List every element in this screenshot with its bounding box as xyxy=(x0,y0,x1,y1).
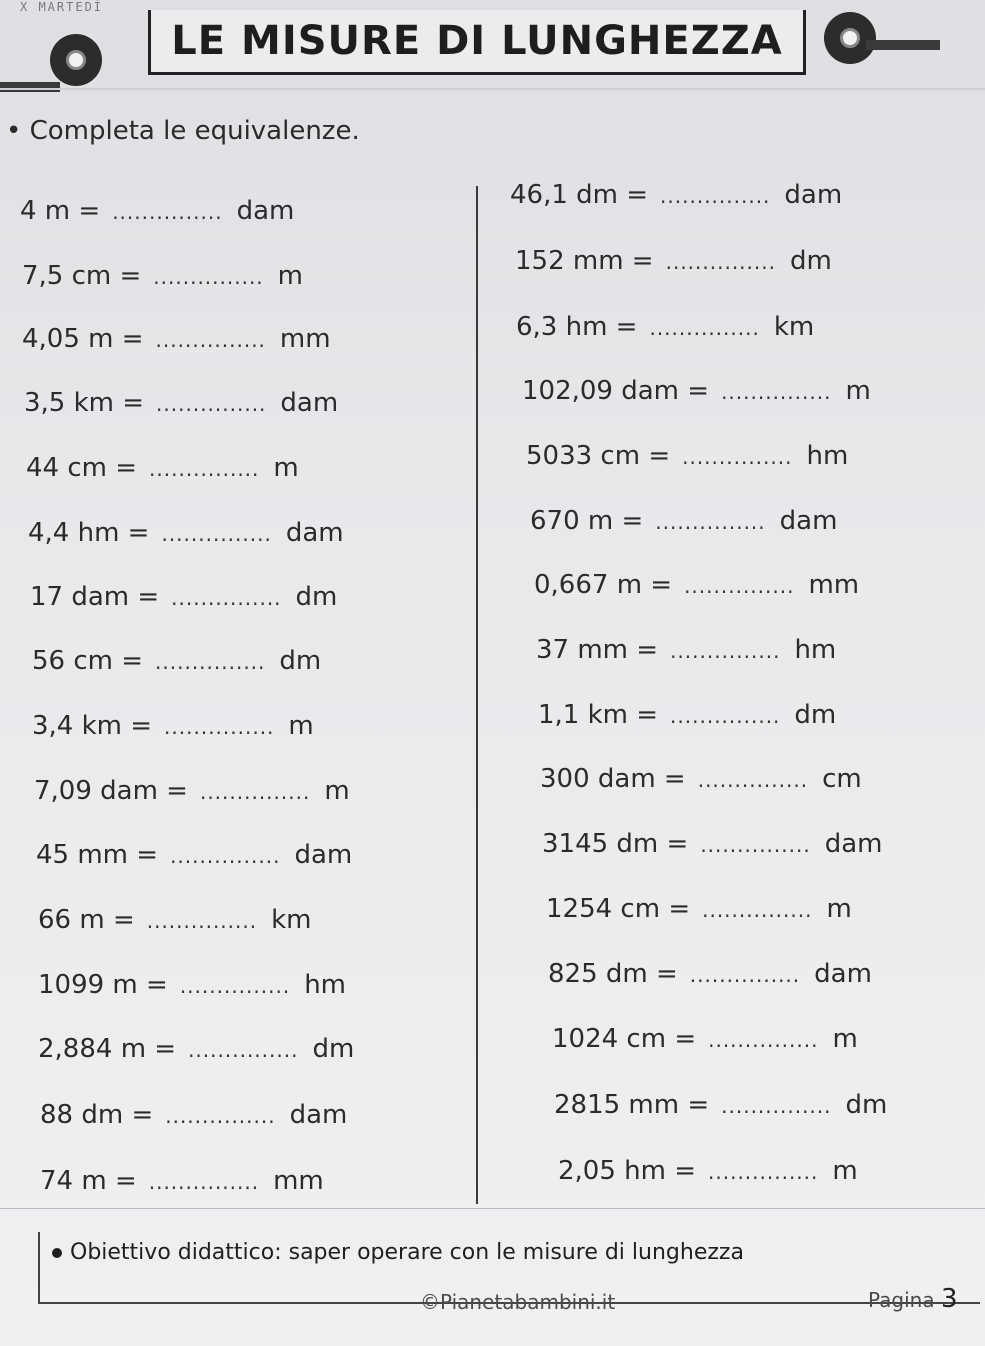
equivalence-expression: 56 cm = xyxy=(32,646,144,676)
target-unit: dm xyxy=(312,1034,355,1064)
equivalence-row xyxy=(546,894,852,924)
answer-blank[interactable]: ............... xyxy=(155,328,266,352)
answer-blank[interactable]: ............... xyxy=(700,833,811,857)
equivalence-expression: 2815 mm = xyxy=(554,1090,710,1120)
equivalence-expression: 7,09 dam = xyxy=(34,776,188,806)
equivalence-row xyxy=(26,453,299,483)
answer-blank[interactable]: ............... xyxy=(721,380,832,404)
equivalence-row xyxy=(536,635,836,665)
target-unit: dam xyxy=(784,180,843,210)
equivalence-expression: 300 dam = xyxy=(540,764,686,794)
answer-blank[interactable]: ............... xyxy=(170,844,281,868)
target-unit: dm xyxy=(845,1090,888,1120)
equivalence-row xyxy=(38,1034,354,1064)
content-bottom-rule xyxy=(0,1208,985,1209)
equivalence-expression: 2,884 m = xyxy=(38,1034,177,1064)
target-unit: m xyxy=(324,776,350,806)
page-label: Pagina xyxy=(868,1288,935,1312)
answer-blank[interactable]: ............... xyxy=(164,715,275,739)
equivalence-expression: 670 m = xyxy=(530,506,644,536)
target-unit: dam xyxy=(824,829,883,859)
target-unit: km xyxy=(271,905,312,935)
equivalence-expression: 5033 cm = xyxy=(526,441,671,471)
answer-blank[interactable]: ............... xyxy=(708,1028,819,1052)
equivalence-row xyxy=(24,388,338,418)
equivalence-row xyxy=(522,376,871,406)
equivalence-expression: 37 mm = xyxy=(536,635,659,665)
answer-blank[interactable]: ............... xyxy=(702,898,813,922)
target-unit: dam xyxy=(814,959,872,989)
target-unit: hm xyxy=(794,635,837,665)
page-number-value: 3 xyxy=(940,1284,958,1314)
target-unit: mm xyxy=(273,1166,324,1196)
equivalence-row xyxy=(534,570,859,600)
equivalence-expression: 44 cm = xyxy=(26,453,138,483)
answer-blank[interactable]: ............... xyxy=(689,963,801,987)
equivalence-row xyxy=(38,970,346,1000)
target-unit: mm xyxy=(808,570,860,600)
equivalence-row xyxy=(530,506,837,536)
equivalence-row xyxy=(22,324,331,354)
equivalence-expression: 102,09 dam = xyxy=(522,376,710,406)
answer-blank[interactable]: ............... xyxy=(660,184,771,208)
target-unit: m xyxy=(832,1156,858,1186)
answer-blank[interactable]: ............... xyxy=(682,445,793,469)
equivalence-row xyxy=(554,1090,887,1120)
target-unit: m xyxy=(832,1024,858,1054)
equivalence-expression: 1,1 km = xyxy=(538,700,659,730)
answer-blank[interactable]: ............... xyxy=(149,457,260,481)
equivalence-expression: 4,05 m = xyxy=(22,324,144,354)
answer-blank[interactable]: ............... xyxy=(153,265,264,289)
target-unit: m xyxy=(826,894,852,924)
equivalence-row xyxy=(40,1100,347,1130)
answer-blank[interactable]: ............... xyxy=(697,768,809,792)
answer-blank[interactable]: ............... xyxy=(179,974,291,998)
equivalence-row xyxy=(540,764,862,794)
target-unit: hm xyxy=(806,441,849,471)
page-title: LE MISURE DI LUNGHEZZA xyxy=(171,18,783,64)
objective-text: Obiettivo didattico: saper operare con le misure di lunghezza xyxy=(70,1240,744,1265)
equivalence-row xyxy=(36,840,352,870)
title-box xyxy=(148,10,806,75)
column-divider xyxy=(476,186,478,1204)
answer-blank[interactable]: ............... xyxy=(148,1170,260,1194)
target-unit: dam xyxy=(294,840,353,870)
target-unit: cm xyxy=(822,764,862,794)
equivalence-row xyxy=(34,776,350,806)
equivalence-expression: 4,4 hm = xyxy=(28,518,150,548)
target-unit: m xyxy=(277,261,303,291)
equivalence-row xyxy=(542,829,882,859)
tape-measure-icon-left xyxy=(50,34,102,86)
equivalence-expression: 6,3 hm = xyxy=(516,312,638,342)
answer-blank[interactable]: ............... xyxy=(146,909,258,933)
equivalence-row xyxy=(32,711,314,741)
answer-blank[interactable]: ............... xyxy=(649,316,760,340)
target-unit: km xyxy=(773,312,815,342)
equivalence-expression: 1099 m = xyxy=(38,970,168,1000)
equivalence-row xyxy=(538,700,836,730)
answer-blank[interactable]: ............... xyxy=(655,510,766,534)
target-unit: m xyxy=(288,711,314,741)
equivalence-row xyxy=(516,312,814,342)
target-unit: mm xyxy=(279,324,331,354)
equivalence-expression: 3,5 km = xyxy=(24,388,145,418)
equivalence-expression: 74 m = xyxy=(40,1166,137,1196)
equivalence-expression: 66 m = xyxy=(38,905,135,935)
equivalence-row xyxy=(22,261,303,291)
answer-blank[interactable]: ............... xyxy=(188,1038,299,1062)
answer-blank[interactable]: ............... xyxy=(112,200,223,224)
target-unit: dam xyxy=(285,518,344,548)
header-rule xyxy=(0,88,985,90)
target-unit: dm xyxy=(789,246,832,276)
equivalence-expression: 152 mm = xyxy=(515,246,654,276)
answer-blank[interactable]: ............... xyxy=(171,586,282,610)
equivalence-expression: 88 dm = xyxy=(40,1100,154,1130)
site-credit: ©Pianetabambini.it xyxy=(420,1290,616,1314)
instruction-text: • Completa le equivalenze. xyxy=(6,116,360,146)
answer-blank[interactable]: ............... xyxy=(684,574,795,598)
answer-blank[interactable]: ............... xyxy=(199,780,311,804)
equivalence-row xyxy=(548,959,872,989)
target-unit: hm xyxy=(304,970,346,1000)
equivalence-row xyxy=(38,905,312,935)
tape-strip-left xyxy=(0,82,60,92)
answer-blank[interactable]: ............... xyxy=(156,392,267,416)
equivalence-row xyxy=(40,1166,324,1196)
answer-blank[interactable]: ............... xyxy=(721,1094,832,1118)
answer-blank[interactable]: ............... xyxy=(155,650,266,674)
equivalence-expression: 4 m = xyxy=(20,196,101,226)
equivalence-row xyxy=(28,518,344,548)
equivalence-row xyxy=(558,1156,858,1186)
target-unit: dm xyxy=(794,700,837,730)
equivalence-expression: 7,5 cm = xyxy=(22,261,142,291)
equivalence-expression: 3,4 km = xyxy=(32,711,153,741)
tape-measure-icon-right xyxy=(824,12,876,64)
target-unit: m xyxy=(273,453,299,483)
answer-blank[interactable]: ............... xyxy=(161,522,272,546)
equivalence-row xyxy=(526,441,848,471)
equivalence-expression: 825 dm = xyxy=(548,959,678,989)
answer-blank[interactable]: ............... xyxy=(708,1160,819,1184)
target-unit: dm xyxy=(279,646,322,676)
handwritten-date: X MARTEDÌ xyxy=(20,0,104,14)
equivalence-expression: 46,1 dm = xyxy=(510,180,649,210)
tape-strip-right xyxy=(866,40,940,50)
target-unit: dm xyxy=(295,582,338,612)
target-unit: dam xyxy=(289,1100,348,1130)
equivalence-expression: 1254 cm = xyxy=(546,894,691,924)
equivalence-expression: 3145 dm = xyxy=(542,829,689,859)
bullet-icon xyxy=(52,1248,62,1258)
answer-blank[interactable]: ............... xyxy=(665,250,776,274)
page-number xyxy=(868,1284,958,1314)
equivalence-expression: 2,05 hm = xyxy=(558,1156,697,1186)
equivalence-expression: 1024 cm = xyxy=(552,1024,697,1054)
target-unit: dam xyxy=(236,196,295,226)
target-unit: dam xyxy=(779,506,838,536)
equivalence-row xyxy=(30,582,337,612)
target-unit: m xyxy=(845,376,871,406)
equivalence-row xyxy=(510,180,842,210)
equivalence-expression: 17 dam = xyxy=(30,582,160,612)
equivalence-row xyxy=(32,646,321,676)
answer-blank[interactable]: ............... xyxy=(670,639,781,663)
equivalence-row xyxy=(552,1024,858,1054)
equivalence-expression: 0,667 m = xyxy=(534,570,673,600)
equivalence-row xyxy=(515,246,832,276)
equivalence-row xyxy=(20,196,294,226)
target-unit: dam xyxy=(280,388,339,418)
equivalence-expression: 45 mm = xyxy=(36,840,159,870)
answer-blank[interactable]: ............... xyxy=(670,704,781,728)
answer-blank[interactable]: ............... xyxy=(165,1104,276,1128)
